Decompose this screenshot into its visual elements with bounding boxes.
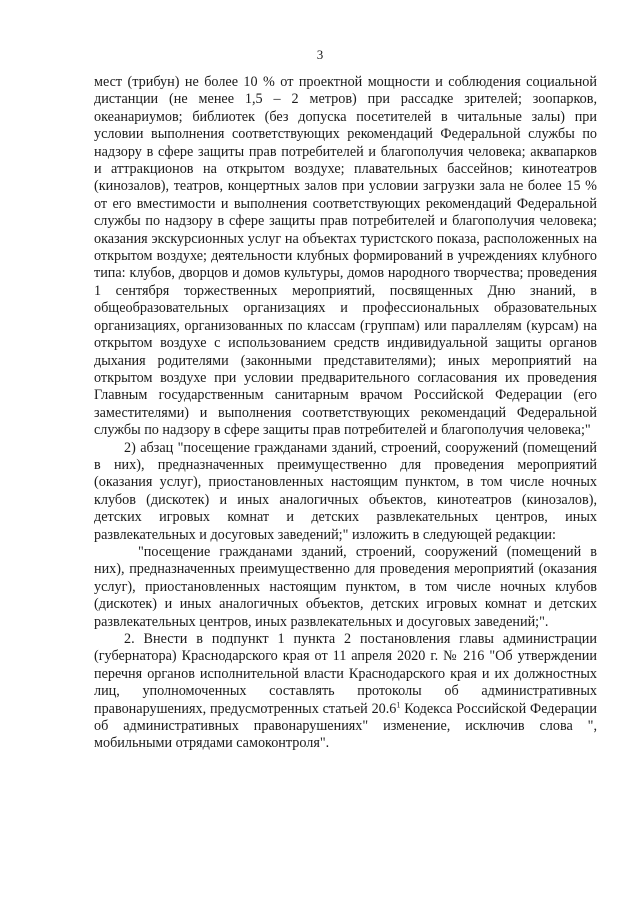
paragraph-quoted-text: "посещение гражданами зданий, строений, сооружений (помещений в них), предназначенных преимущественно для проведения мероприятий (оказания услуг), приостановленных настоящим пунктом, в том числе ночных клубов (дискотек) и иных аналогичных объектов, детских игровых комнат и детских развлекательных центров, иных развлекательных и досуговых заведений;".	[94, 543, 597, 630]
point-2-text: 2. Внести в подпункт 1 пункта 2 постановления главы администрации (губернатора) Краснодарского края от 11 апреля 2020 г. № 216 "Об утверждении перечня органов исполнительной власти Краснодарского края и их должностных лиц, уполномоченных составлять протоколы об административных правонарушениях, предусмотренных статьей 20.6	[94, 631, 597, 717]
page-number: 3	[316, 47, 324, 62]
paragraph-continuation: мест (трибун) не более 10 % от проектной мощности и соблюдения социальной дистанции (не менее 1,5 – 2 метров) при рассадке зрителей; зоопарков, океанариумов; библиотек (без допуска посетителей в читальные залы) при условии выполнения соответствующих рекомендаций Федеральной службы по надзору в сфере защиты прав потребителей и благополучия человека; аквапарков и аттракционов на открытом воздухе; плавательных бассейнов; кинотеатров (кинозалов), театров, концертных залов при условии загрузки зала не более 15 % от его вместимости и выполнения соответствующих рекомендаций Федеральной службы по надзору в сфере защиты прав потребителей и благополучия человека; оказания экскурсионных услуг на объектах туристского показа, расположенных на открытом воздухе; деятельности клубных формирований в учреждениях клубного типа: клубов, дворцов и домов культуры, домов народного творчества; проведения 1 сентября торжественных мероприятий, посвященных Дню знаний, в общеобразовательных организациях и профессиональных образовательных организациях, организованных по классам (группам) или параллелям (курсам) на открытом воздухе с использованием средств индивидуальной защиты органов дыхания родителями (законными представителями); иных мероприятий на открытом воздухе при условии предварительного согласования их проведения Главным государственным санитарным врачом Российской Федерации (его заместителями) и выполнения соответствующих рекомендаций Федеральной службы по надзору в сфере защиты прав потребителей и благополучия человека;"	[94, 74, 597, 439]
point-2-text-end: Кодекса Российской Федерации об административных правонарушениях" изменение, исключив слова ", мобильными отрядами самоконтроля".	[94, 700, 597, 752]
document-body	[94, 74, 597, 753]
paragraph-point-2	[94, 631, 597, 753]
superscript-index: 1	[396, 699, 401, 709]
paragraph-item-2: 2) абзац "посещение гражданами зданий, строений, сооружений (помещений в них), предназначенных преимущественно для проведения мероприятий (оказания услуг), приостановленных настоящим пунктом, в том числе ночных клубов (дискотек) и иных аналогичных объектов, кинотеатров (кинозалов), детских игровых комнат и детских развлекательных центров, иных развлекательных и досуговых заведений;" изложить в следующей редакции:	[94, 439, 597, 543]
